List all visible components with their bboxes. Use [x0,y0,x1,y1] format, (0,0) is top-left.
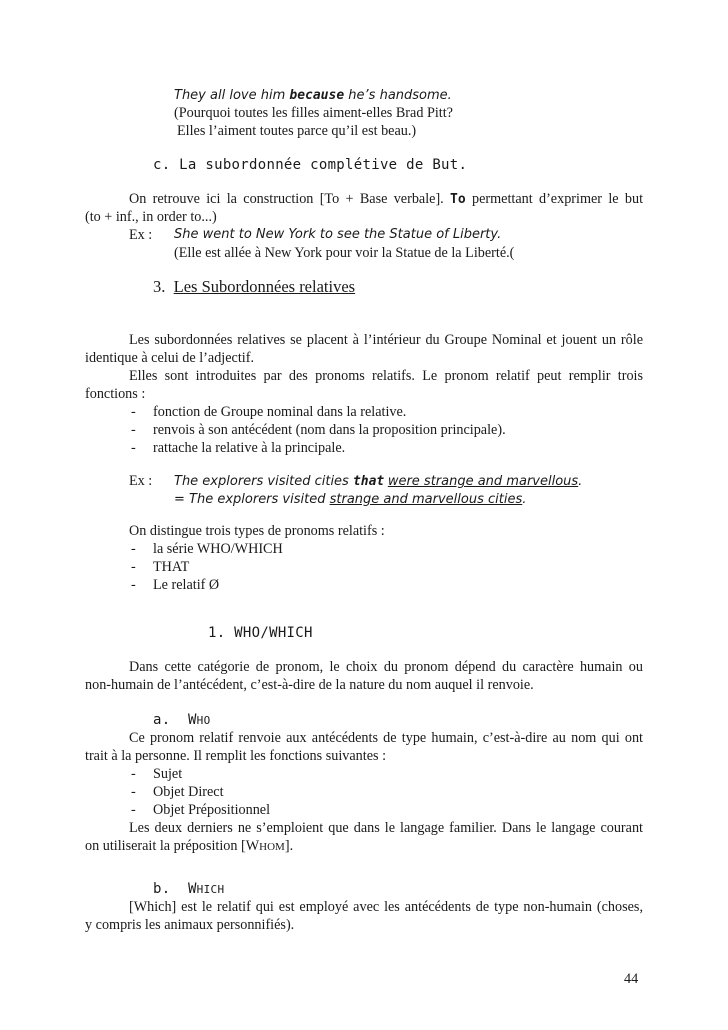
list-dash: - [131,422,136,438]
list-item: THAT [153,559,190,575]
list-item: Sujet [153,766,183,782]
example-french-line-1: (Pourquoi toutes les filles aiment-elles Brad Pitt? [174,105,453,121]
list-dash: - [131,404,136,420]
list-dash: - [131,766,136,782]
section-a-p2-line-1: Les deux derniers ne s’emploient que dans le langage familier. Dans le langage courant [129,820,643,836]
section-a-p2-line-2: on utiliserait la préposition [WHOM]. [85,838,294,854]
section-c-paragraph-line-1: On retrouve ici la construction [To + Base verbale]. To permettant d’exprimer le but [129,191,644,207]
section-3-p1-line-1: Les subordonnées relatives se placent à l’intérieur du Groupe Nominal et jouent un rôle [129,332,643,348]
section-b-heading: b. WHICH [153,881,225,897]
section-3-p2-line-2: fonctions : [85,386,146,402]
list-dash: - [131,541,136,557]
section-3-p2-line-1: Elles sont introduites par des pronoms relatifs. Le pronom relatif peut remplir trois [129,368,643,384]
list-item: la série WHO/WHICH [153,541,283,557]
section-c-ex-french: (Elle est allée à New York pour voir la Statue de la Liberté.( [174,245,515,261]
section-number: 3. [153,277,166,296]
list-dash: - [131,802,136,818]
section-3-types-intro: On distingue trois types de pronoms relatifs : [129,523,385,539]
section-3-heading [153,278,355,296]
list-item: Objet Direct [153,784,224,800]
section-c-heading: c. La subordonnée complétive de But. [153,157,468,173]
list-item: Objet Prépositionnel [153,802,271,818]
section-a-p-line-1: Ce pronom relatif renvoie aux antécédents de type humain, c’est-à-dire au nom qui ont [129,730,643,746]
list-dash: - [131,577,136,593]
list-dash: - [131,559,136,575]
keyword-because: because [289,88,345,103]
list-dash: - [131,784,136,800]
section-3-ex-line-2: = The explorers visited strange and marvellous cities. [174,492,527,507]
section-1-p-line-2: non-humain de l’antécédent, c’est-à-dire de la nature du nom auquel il renvoie. [85,677,534,693]
list-dash: - [131,440,136,456]
section-c-ex-english: She went to New York to see the Statue of Liberty. [174,227,502,242]
section-1-p-line-1: Dans cette catégorie de pronom, le choix du pronom dépend du caractère humain ou [129,659,643,675]
section-3-ex-label: Ex : [129,473,153,489]
list-item: fonction de Groupe nominal dans la relative. [153,404,407,420]
example-english-line [174,86,452,105]
list-item: Le relatif Ø [153,577,220,593]
list-item: renvois à son antécédent (nom dans la proposition principale). [153,422,506,438]
section-c-ex-label: Ex : [129,227,153,243]
section-a-p-line-2: trait à la personne. Il remplit les fonctions suivantes : [85,748,387,764]
section-3-ex-line-1: The explorers visited cities that were strange and marvellous. [174,474,583,489]
section-c-paragraph-line-2: (to + inf., in order to...) [85,209,217,225]
section-title: Les Subordonnées relatives [173,277,356,296]
section-b-p-line-2: y compris les animaux personnifiés). [85,917,295,933]
keyword-that: that [352,474,385,489]
example-text: They all love him [174,88,290,103]
page-number: 44 [624,971,639,987]
section-1-heading: 1. WHO/WHICH [208,625,313,641]
example-french-line-2: Elles l’aiment toutes parce qu’il est beau.) [177,123,417,139]
section-b-p-line-1: [Which] est le relatif qui est employé avec les antécédents de type non-humain (choses, [129,899,643,915]
example-text: he’s handsome. [344,88,452,103]
keyword-to: To [450,192,466,207]
section-a-heading: a. WHO [153,712,211,728]
list-item: rattache la relative à la principale. [153,440,346,456]
section-3-p1-line-2: identique à celui de l’adjectif. [85,350,254,366]
